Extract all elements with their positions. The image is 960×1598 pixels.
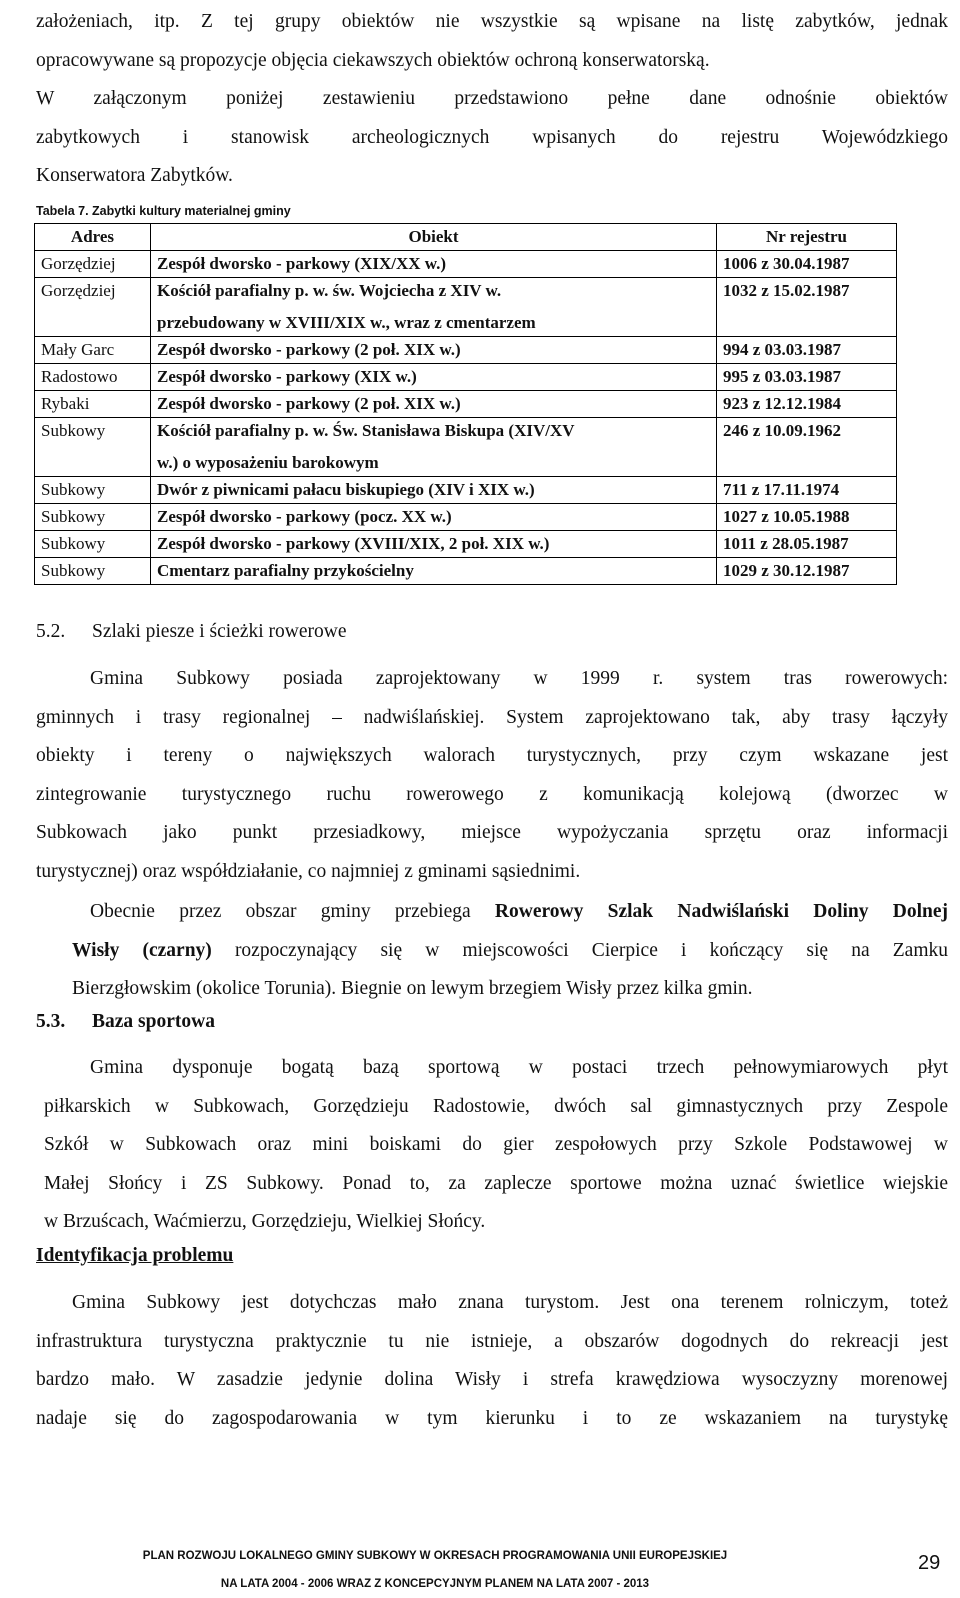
- cell-object: Zespół dworsko - parkowy (XIX/XX w.): [151, 251, 717, 278]
- cell-object-line: w.) o wyposażeniu barokowym: [157, 453, 379, 472]
- header-object: Obiekt: [151, 224, 717, 251]
- table-row: [35, 558, 897, 585]
- page-number: 29: [918, 1552, 941, 1574]
- table-row: [35, 337, 897, 364]
- table-row: [35, 531, 897, 558]
- intro-line: założeniach, itp. Z tej grupy obiektów nie wszystkie są wpisane na listę zabytków, jednak: [36, 11, 948, 32]
- cell-register: 1032 z 15.02.1987: [717, 278, 897, 337]
- paragraph-line: obiekty i tereny o największych walorach turystycznych, przy czym wskazane jest: [36, 745, 948, 766]
- paragraph-line: turystycznej) oraz współdziałanie, co najmniej z gminami sąsiednimi.: [36, 860, 581, 882]
- table-row: [35, 504, 897, 531]
- paragraph-line: [72, 932, 948, 971]
- paragraph-line: Subkowach jako punkt przesiadkowy, miejsce wypożyczania sprzętu oraz informacji: [36, 822, 948, 843]
- table-header-row: [35, 224, 897, 251]
- table-row: [35, 391, 897, 418]
- intro-line: Konserwatora Zabytków.: [36, 165, 233, 186]
- cell-object: [151, 418, 717, 477]
- cell-object-line: Kościół parafialny p. w. św. Wojciecha z XIV w.: [157, 281, 502, 300]
- paragraph-line: bardzo mało. W zasadzie jedynie dolina Wisły i strefa krawędziowa wysoczyzny morenowej: [36, 1369, 948, 1390]
- paragraph-line: Gmina Subkowy jest dotychczas mało znana turystom. Jest ona terenem rolniczym, toteż: [72, 1292, 948, 1313]
- route-name: Rowerowy Szlak Nadwiślański Doliny Dolnej: [494, 901, 949, 922]
- paragraph-line: Małej Słońcy i ZS Subkowy. Ponad to, za zaplecze sportowe można uznać świetlice wiejskie: [44, 1172, 948, 1194]
- footer-line: NA LATA 2004 - 2006 WRAZ Z KONCEPCYJNYM PLANEM NA LATA 2007 - 2013: [220, 1578, 650, 1590]
- footer-line: PLAN ROZWOJU LOKALNEGO GMINY SUBKOWY W OKRESACH PROGRAMOWANIA UNII EUROPEJSKIEJ: [142, 1550, 728, 1562]
- cell-register: 711 z 17.11.1974: [717, 477, 897, 504]
- table-row: [35, 418, 897, 477]
- section-heading-5-2: [36, 621, 346, 643]
- cell-address: Subkowy: [35, 418, 151, 477]
- paragraph-line: piłkarskich w Subkowach, Gorzędzieju Radostowie, dwóch sal gimnastycznych przy Zespole: [44, 1095, 948, 1117]
- section-number: 5.3.: [36, 1011, 66, 1032]
- section-title: Baza sportowa: [92, 1011, 215, 1032]
- problem-paragraph: [36, 1284, 948, 1438]
- page-footer: [95, 1542, 775, 1598]
- cell-object: Dwór z piwnicami pałacu biskupiego (XIV i XIX w.): [151, 477, 717, 504]
- cell-address: Subkowy: [35, 504, 151, 531]
- cell-object: [151, 278, 717, 337]
- table-row: [35, 364, 897, 391]
- cell-address: Subkowy: [35, 477, 151, 504]
- section-number: 5.2.: [36, 621, 66, 642]
- cell-address: Mały Garc: [35, 337, 151, 364]
- paragraph-line: Gmina Subkowy posiada zaprojektowany w 1999 r. system tras rowerowych:: [90, 668, 948, 689]
- cell-object-line: Kościół parafialny p. w. Św. Stanisława Biskupa (XIV/XV: [157, 421, 575, 440]
- cell-register: 994 z 03.03.1987: [717, 337, 897, 364]
- table-row: [35, 278, 897, 337]
- cell-object: Zespół dworsko - parkowy (XIX w.): [151, 364, 717, 391]
- cell-register: 246 z 10.09.1962: [717, 418, 897, 477]
- table-row: [35, 251, 897, 278]
- section-title: Szlaki piesze i ścieżki rowerowe: [92, 621, 347, 642]
- paragraph-line: Szkół w Subkowach oraz mini boiskami do gier zespołowych przy Szkole Podstawowej w: [44, 1134, 948, 1155]
- paragraph-line: zintegrowanie turystycznego ruchu rowerowego z komunikacją kolejową (dworzec w: [36, 783, 948, 805]
- paragraph-line: gminnych i trasy regionalnej – nadwiślańskiej. System zaprojektowano tak, aby trasy łączyły: [36, 706, 948, 728]
- cell-register: 1006 z 30.04.1987: [717, 251, 897, 278]
- intro-line: zabytkowych i stanowisk archeologicznych wpisanych do rejestru Wojewódzkiego: [36, 126, 948, 148]
- paragraph-text: Obecnie przez obszar gminy przebiega: [90, 901, 495, 922]
- paragraph-text: rozpoczynający się w miejscowości Cierpice i kończący się na Zamku: [211, 939, 948, 961]
- trails-paragraph: [36, 660, 948, 891]
- cell-object: Zespół dworsko - parkowy (XVIII/XIX, 2 poł. XIX w.): [151, 531, 717, 558]
- cell-register: 1011 z 28.05.1987: [717, 531, 897, 558]
- cell-object: Cmentarz parafialny przykościelny: [151, 558, 717, 585]
- cell-object: Zespół dworsko - parkowy (2 poł. XIX w.): [151, 337, 717, 364]
- intro-line: opracowywane są propozycje objęcia ciekawszych obiektów ochroną konserwatorską.: [36, 49, 710, 71]
- intro-line: W załączonym poniżej zestawieniu przedstawiono pełne dane odnośnie obiektów: [36, 88, 948, 109]
- table-row: [35, 477, 897, 504]
- monuments-table: [34, 223, 897, 585]
- route-paragraph: [72, 893, 948, 1009]
- cell-address: Subkowy: [35, 531, 151, 558]
- paragraph-line: nadaje się do zagospodarowania w tym kierunku i to ze wskazaniem na turystykę: [36, 1407, 948, 1429]
- paragraph-line: Bierzgłowskim (okolice Torunia). Biegnie on lewym brzegiem Wisły przez kilka gmin.: [72, 978, 753, 999]
- paragraph-line: [72, 893, 948, 932]
- cell-address: Radostowo: [35, 364, 151, 391]
- cell-register: 1029 z 30.12.1987: [717, 558, 897, 585]
- header-register: Nr rejestru: [717, 224, 897, 251]
- problem-heading: Identyfikacja problemu: [36, 1245, 234, 1266]
- cell-object: Zespół dworsko - parkowy (2 poł. XIX w.): [151, 391, 717, 418]
- cell-address: Rybaki: [35, 391, 151, 418]
- cell-register: 1027 z 10.05.1988: [717, 504, 897, 531]
- table-caption: Tabela 7. Zabytki kultury materialnej gminy: [36, 204, 291, 218]
- paragraph-line: w Brzuścach, Waćmierzu, Gorzędzieju, Wielkiej Słońcy.: [44, 1211, 486, 1232]
- cell-address: Gorzędziej: [35, 251, 151, 278]
- cell-address: Gorzędziej: [35, 278, 151, 337]
- header-address: Adres: [35, 224, 151, 251]
- intro-paragraph: [36, 3, 948, 196]
- cell-object-line: przebudowany w XVIII/XIX w., wraz z cmentarzem: [157, 313, 536, 332]
- cell-object: Zespół dworsko - parkowy (pocz. XX w.): [151, 504, 717, 531]
- paragraph-line: Gmina dysponuje bogatą bazą sportową w postaci trzech pełnowymiarowych płyt: [90, 1057, 948, 1078]
- paragraph-line: infrastruktura turystyczna praktycznie tu nie istnieje, a obszarów dogodnych do rekreacji jest: [36, 1330, 948, 1352]
- cell-register: 923 z 12.12.1984: [717, 391, 897, 418]
- cell-register: 995 z 03.03.1987: [717, 364, 897, 391]
- route-name: Wisły (czarny): [72, 939, 212, 961]
- section-heading-5-3: [36, 1011, 215, 1033]
- sports-paragraph: [44, 1049, 948, 1242]
- cell-address: Subkowy: [35, 558, 151, 585]
